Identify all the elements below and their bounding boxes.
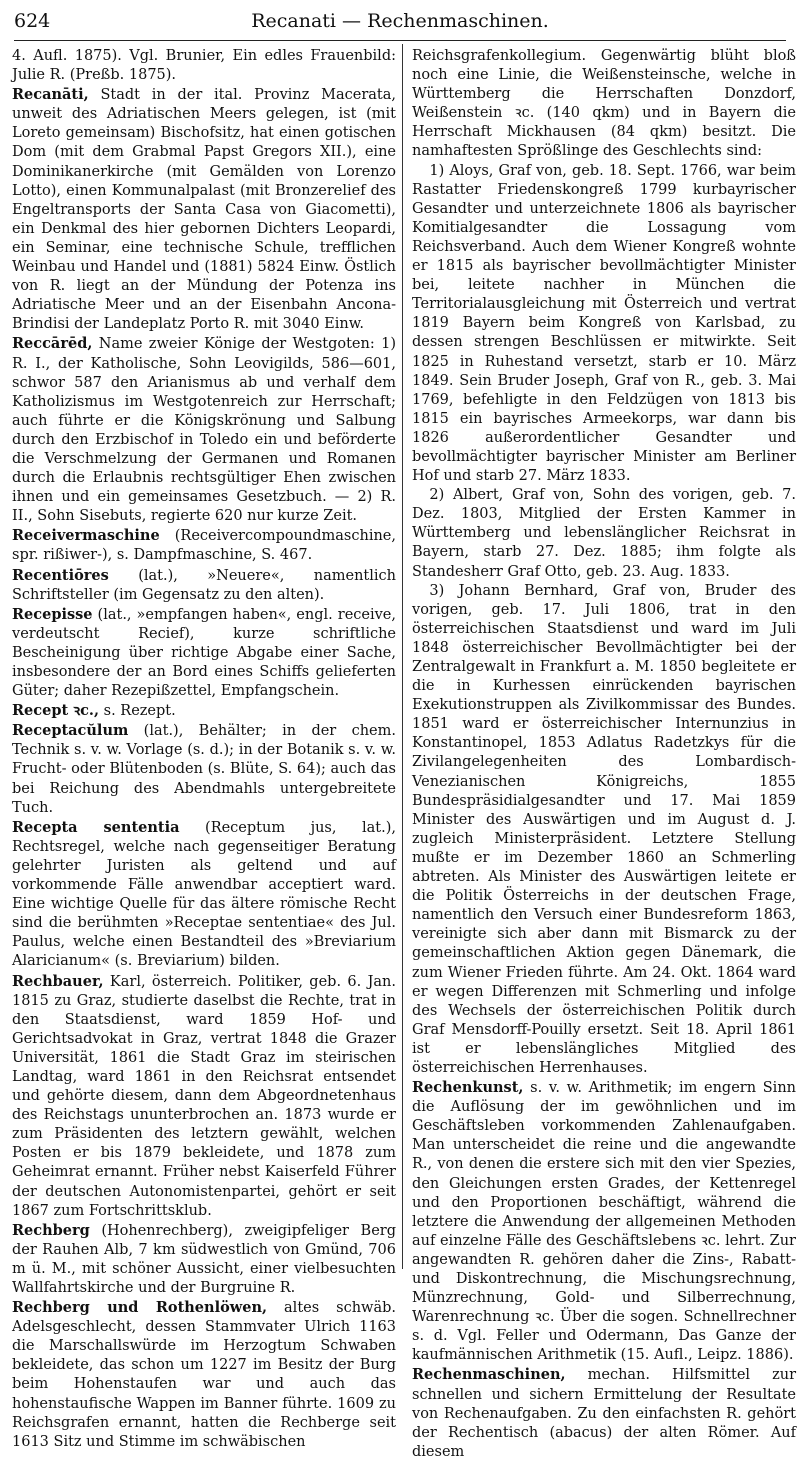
entry-headword: Reccārēd,	[12, 335, 93, 353]
dictionary-entry	[12, 818, 396, 972]
entry-text: (lat., »empfangen haben«, engl. receive, verdeutscht Recief), kurze schriftliche Bescheinigung über richtige Abgabe einer Sache, insbesondere der an Bord eines Schiffs gelieferten Güter; daher Rezepißzettel, Empfangschein.	[12, 606, 396, 700]
entry-text: Name zweier Könige der Westgoten: 1) R. I., der Katholische, Sohn Leovigilds, 586—601, schwor 587 den Arianismus ab und verhalf dem Katholizismus im Westgotenreich zur Herrschaft; auch führte er die Königskrönung und Salbung durch den Erzbischof in Toledo ein und beförderte die Verschmelzung der Germanen und Romanen durch die Erlaubnis rechtsgültiger Ehen zwischen ihnen und ein gemeinsames Gesetzbuch. — 2) R. II., Sohn Sisebuts, regierte 620 nur kurze Zeit.	[12, 336, 396, 525]
entry-headword: Receptacŭlum	[12, 722, 129, 740]
dictionary-entry	[12, 972, 396, 1221]
column-divider	[402, 44, 403, 1269]
entry-text: mechan. Hilfsmittel zur schnellen und sichern Ermittelung der Resultate von Rechenaufgaben. Zu den einfachsten R. gehört der Rechentisch (abacus) der alten Römer. Auf diesem	[412, 1367, 796, 1460]
entry-headword: Recepta sententia	[12, 818, 180, 836]
page-header	[14, 6, 786, 42]
running-title: Recanati — Rechenmaschinen.	[251, 10, 549, 32]
entry-text: 1) Aloys, Graf von, geb. 18. Sept. 1766, war beim Rastatter Friedenskongreß 1799 kurbayrischer Gesandter und unterzeichnete 1806 als bayrischer Komitialgesandter die Lossagung vom Reichsverband. Auch dem Wiener Kongreß wohnte er 1815 als bayrischer bevollmächtigter Minister bei, leitete nachher in München die Territorialausgleichung mit Österreich und vertrat 1819 Bayern beim Kongreß von Karlsbad, zu dessen strengen Beschlüssen er mitwirkte. Seit 1825 in Ruhestand versetzt, starb er 10. März 1849. Sein Bruder Joseph, Graf von R., geb. 3. Mai 1769, befehligte in den Feldzügen von 1813 bis 1815 ein bayrisches Armeekorps, war dann bis 1826 außerordentlicher Gesandter und bevollmächtigter bayrischer Minister am Berliner Hof und starb 27. März 1833.	[412, 162, 796, 485]
entry-text: s. v. w. Arithmetik; im engern Sinn die Auflösung der im gewöhnlichen und im Geschäftsleben vorkommenden Zahlenaufgaben. Man unterscheidet die reine und die angewandte R., von denen die erstere sich mit den vier Spezies, den Gleichungen ersten Grades, der Kettenregel und den Proportionen beschäftigt, während die letztere die Anwendung der allgemeinen Methoden auf einzelne Fälle des Geschäftslebens ꝛc. lehrt. Zur angewandten R. gehören daher die Zins-, Rabatt- und Diskontrechnung, die Mischungsrechnung, Münzrechnung, Gold- und Silberrechnung, Warenrechnung ꝛc. Über die sogen. Schnellrechner s. d. Vgl. Feller und Odermann, Das Ganze der kaufmännischen Arithmetik (15. Aufl., Leipz. 1886).	[412, 1080, 796, 1364]
entry-headword: Rechenkunst,	[412, 1079, 524, 1097]
entry-text: (lat.), Behälter; in der chem. Technik s. v. w. Vorlage (s. d.); in der Botanik s. v. w. Frucht- oder Blütenboden (s. Blüte, S. 64); auch das bei Reichung des Abendmahls untergebreitete Tuch.	[12, 723, 396, 816]
dictionary-entry	[12, 334, 396, 526]
entry-headword: Rechenmaschinen,	[412, 1366, 566, 1384]
entry-text: 2) Albert, Graf von, Sohn des vorigen, geb. 7. Dez. 1803, Mitglied der Ersten Kammer in Württemberg und lebenslänglicher Reichsrat in Bayern, starb 27. Dez. 1885; ihm folgte als Standesherr Graf Otto, geb. 23. Aug. 1833.	[412, 487, 796, 580]
entry-headword: Rechberg	[12, 1221, 90, 1239]
entry-text: 4. Aufl. 1875). Vgl. Brunier, Ein edles Frauenbild: Julie R. (Preßb. 1875).	[12, 48, 396, 84]
entry-paragraph	[12, 47, 396, 85]
header-rule	[14, 40, 786, 41]
entry-headword: Rechberg und Rothenlöwen,	[12, 1299, 268, 1317]
dictionary-entry	[12, 526, 396, 565]
entry-headword: Rechbauer,	[12, 972, 104, 990]
entry-text: (Receptum jus, lat.), Rechtsregel, welche nach gegenseitiger Beratung gelehrter Juristen als geltend und auf vorkommende Fälle anwendbar acceptiert ward. Eine wichtige Quelle für das ältere römische Recht sind die berühmten »Receptae sententiae« des Jul. Paulus, welche einen Bestandteil des »Breviarium Alaricianum« (s. Breviarium) bilden.	[12, 819, 396, 970]
entry-paragraph	[412, 582, 796, 1078]
dictionary-entry	[12, 566, 396, 605]
entry-paragraph	[412, 486, 796, 581]
entry-headword: Recept ꝛc.,	[12, 702, 100, 720]
entry-paragraph	[412, 47, 796, 162]
dictionary-entry	[12, 721, 396, 817]
entry-headword: Recepisse	[12, 605, 93, 623]
dictionary-entry	[12, 1298, 396, 1452]
entry-text: altes schwäb. Adelsgeschlecht, dessen Stammvater Ulrich 1163 die Marschallswürde im Herzogtum Schwaben bekleidete, das schon um 1227 im Besitz der Burg beim Hohenstaufen war und auch das hohenstaufische Wappen im Banner führte. 1609 zu Reichsgrafen ernannt, hatten die Rechberge seit 1613 Sitz und Stimme im schwäbischen	[12, 1300, 396, 1450]
left-column	[12, 47, 396, 1450]
entry-text: (Receivercompoundmaschine, spr. rißiwer-), s. Dampfmaschine, S. 467.	[12, 528, 396, 564]
dictionary-entry	[12, 701, 396, 721]
entry-text: Stadt in der ital. Provinz Macerata, unweit des Adriatischen Meers gelegen, ist (mit Loreto gemeinsam) Bischofsitz, hat einen gotischen Dom (mit dem Grabmal Papst Gregors XII.), eine Dominikanerkirche (mit Gemälden von Lorenzo Lotto), einen Kommunalpalast (mit Bronzerelief des Engeltransports der Santa Casa von Giacometti), ein Denkmal des hier gebornen Dichters Leopardi, ein Seminar, eine technische Schule, trefflichen Weinbau und Handel und (1881) 5824 Einw. Östlich von R. liegt an der Mündung der Potenza ins Adriatische Meer und an der Eisenbahn Ancona-Brindisi der Landeplatz Porto R. mit 3040 Einw.	[12, 87, 396, 333]
entry-text: (Hohenrechberg), zweigipfeliger Berg der Rauhen Alb, 7 km südwestlich von Gmünd, 706 m ü. M., mit schöner Aussicht, einer vielbesuchten Wallfahrtskirche und der Burgruine R.	[12, 1222, 396, 1296]
entry-headword: Receivermaschine	[12, 527, 160, 545]
entry-headword: Recentiōres	[12, 566, 109, 584]
entry-text: s. Rezept.	[99, 703, 176, 720]
entry-text: Karl, österreich. Politiker, geb. 6. Jan. 1815 zu Graz, studierte daselbst die Rechte, trat in den Staatsdienst, ward 1859 Hof- und Gerichtsadvokat in Graz, vertrat 1848 die Grazer Universität, 1861 die Stadt Graz im steirischen Landtag, ward 1861 in den Reichsrat entsendet und gehörte diesem, dann dem Abgeordnetenhaus des Reichstags ununterbrochen an. 1873 wurde er zum Präsidenten des letztern gewählt, welchen Posten er bis 1879 bekleidete, und 1878 zum Geheimrat ernannt. Früher nebst Kaiserfeld Führer der deutschen Autonomistenpartei, gehört er seit 1867 zum Fortschrittsklub.	[12, 973, 396, 1219]
dictionary-entry	[12, 85, 396, 334]
entry-paragraph	[412, 162, 796, 487]
dictionary-entry	[412, 1365, 796, 1461]
entry-headword: Recanāti,	[12, 86, 89, 104]
dictionary-entry	[12, 1221, 396, 1298]
dictionary-entry	[12, 605, 396, 701]
page-number: 624	[14, 10, 51, 32]
right-column	[412, 47, 796, 1460]
entry-text: Reichsgrafenkollegium. Gegenwärtig blüht bloß noch eine Linie, die Weißensteinsche, welche in Württemberg die Herrschaften Donzdorf, Weißenstein ꝛc. (140 qkm) und in Bayern die Herrschaft Mickhausen (84 qkm) besitzt. Die namhaftesten Sprößlinge des Geschlechts sind:	[412, 48, 796, 160]
entry-text: 3) Johann Bernhard, Graf von, Bruder des vorigen, geb. 17. Juli 1806, trat in den österreichischen Staatsdienst und ward im Juli 1848 österreichischer Bevollmächtigter bei der Zentralgewalt in Frankfurt a. M. 1850 begleitete er die in Kurhessen einrückenden bayrischen Exekutionstruppen als Zivilkommissar des Bundes. 1851 ward er österreichischer Internunzius in Konstantinopel, 1853 Adlatus Radetzkys für die Zivilangelegenheiten des Lombardisch-Venezianischen Königreichs, 1855 Bundespräsidialgesandter und 17. Mai 1859 Minister des Auswärtigen und im August d. J. zugleich Ministerpräsident. Letztere Stellung mußte er im Dezember 1860 an Schmerling abtreten. Als Minister des Auswärtigen leitete er die Politik Österreichs in der deutschen Frage, namentlich den Versuch einer Bundesreform 1863, vereinigte sich aber dann mit Bismarck zu der gemeinschaftlichen Aktion gegen Dänemark, die zum Wiener Frieden führte. Am 24. Okt. 1864 ward er wegen Differenzen mit Schmerling und infolge des Wechsels der österreichischen Politik durch Graf Mensdorff-Pouilly ersetzt. Seit 18. April 1861 ist er lebenslängliches Mitglied des österreichischen Herrenhauses.	[412, 582, 796, 1076]
entry-text: (lat.), »Neuere«, namentlich Schriftsteller (im Gegensatz zu den alten).	[12, 567, 396, 603]
dictionary-entry	[412, 1078, 796, 1365]
